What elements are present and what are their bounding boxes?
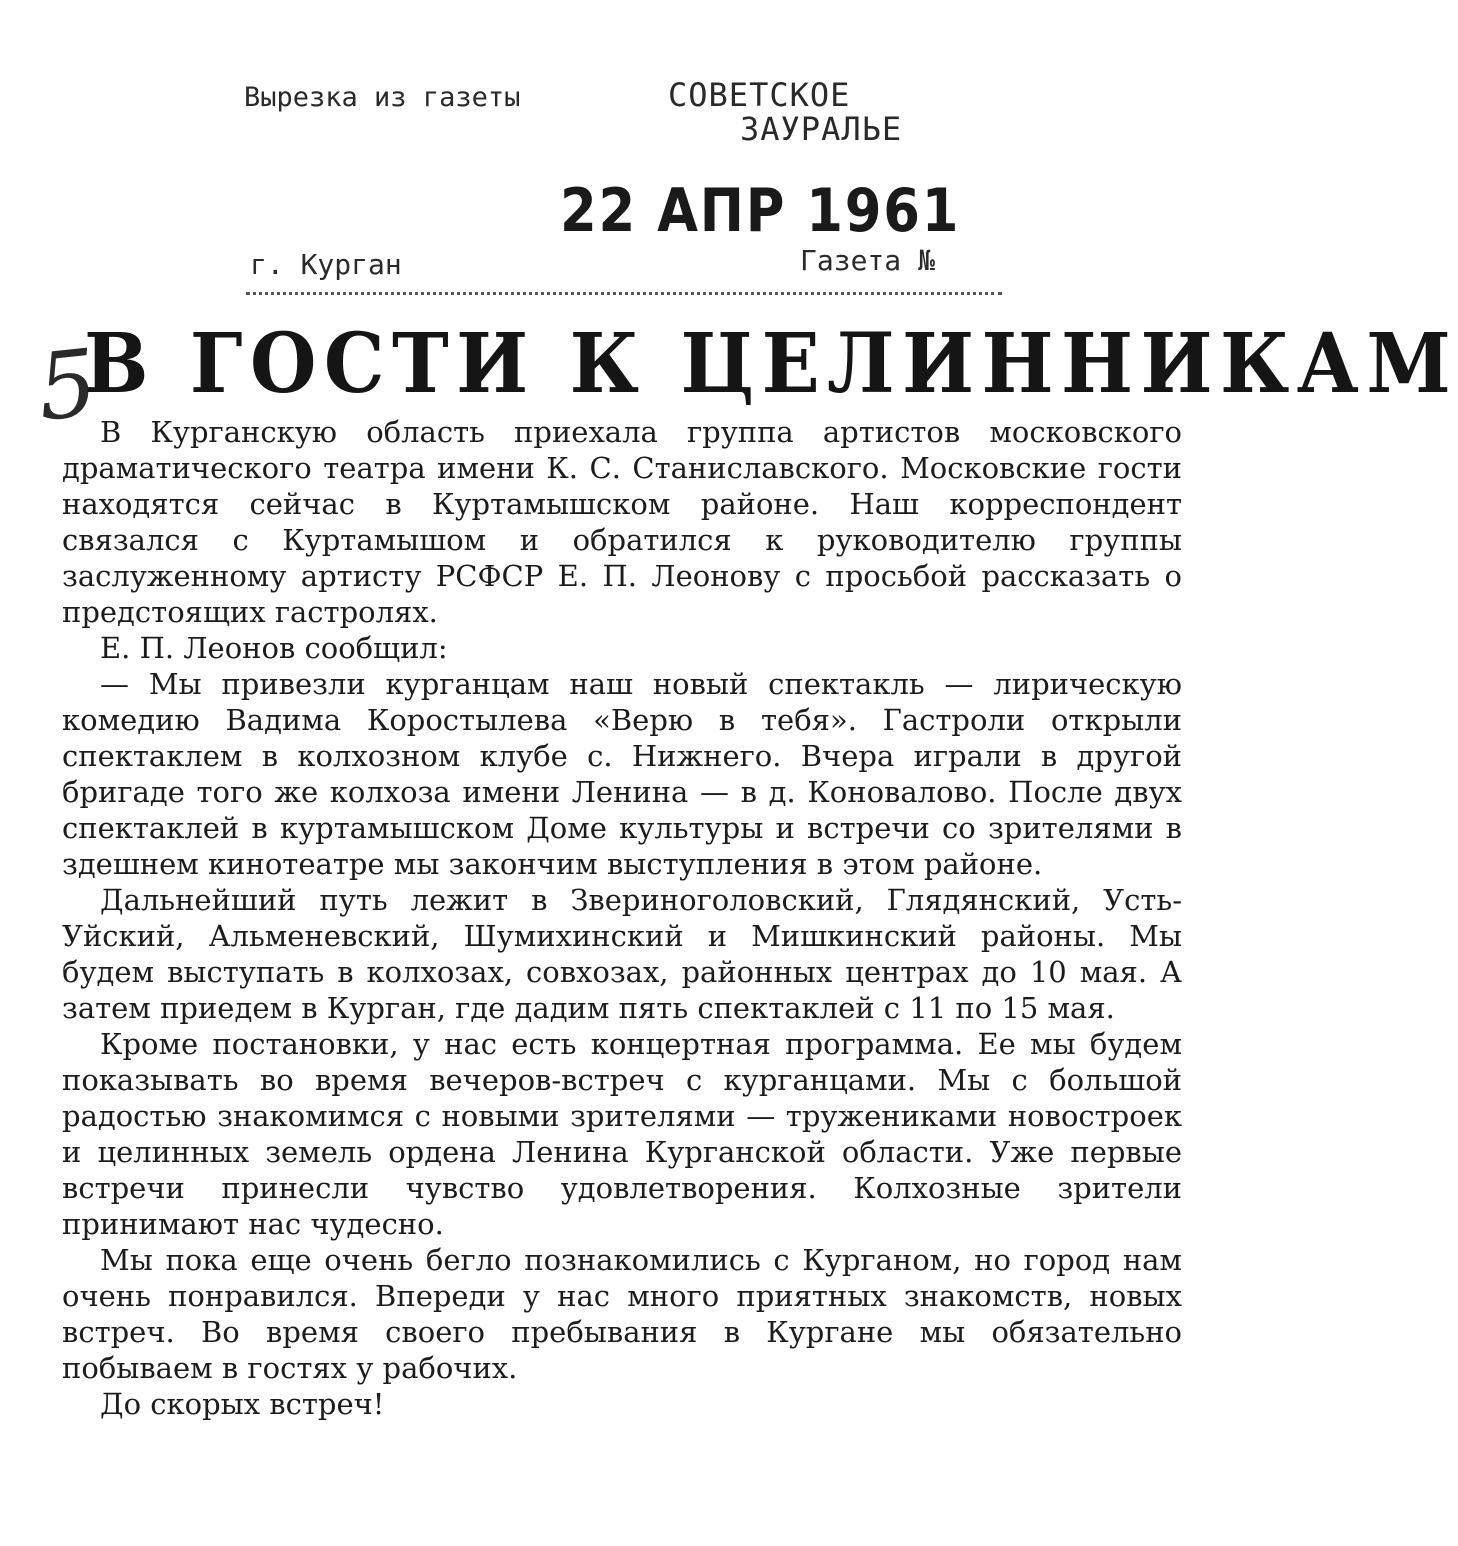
article-paragraph: В Курганскую область приехала группа артистов московского драматического театра имени К. С. Станиславского. Московские гости находятся сейчас в Куртамышском районе. Наш корреспондент связался с Куртамышом и обратился к руководителю группы заслуженному артисту РСФСР Е. П. Леонову с просьбой рассказать о предстоящих гастролях. bbox=[62, 415, 1182, 629]
stamp-issue-label: Газета № bbox=[800, 244, 935, 277]
handwritten-mark: 5 bbox=[32, 329, 102, 442]
stamp-date: 22 АПР 1961 bbox=[560, 176, 961, 246]
article-paragraph: Дальнейший путь лежит в Звериноголовский, Глядянский, Усть-Уйский, Альменевский, Шумихинский и Мишкинский районы. Мы будем выступать в колхозах, совхозах, районных центрах до 10 мая. А затем приедем в Курган, где дадим пять спектаклей с 11 по 15 мая. bbox=[62, 883, 1182, 1025]
newspaper-name-line1: СОВЕТСКОЕ bbox=[668, 76, 851, 114]
article-paragraph: Кроме постановки, у нас есть концертная программа. Ее мы будем показывать во время вечеров-встреч с курганцами. Мы с большой радостью знакомимся с новыми зрителями — тружениками новостроек и целинных земель ордена Ленина Курганской области. Уже первые встречи принесли чувство удовлетворения. Колхозные зрители принимают нас чудесно. bbox=[62, 1027, 1182, 1241]
newspaper-name-line2: ЗАУРАЛЬЕ bbox=[740, 110, 903, 148]
stamp-city: г. Курган bbox=[250, 248, 402, 281]
article-paragraph: — Мы привезли курганцам наш новый спектакль — лирическую комедию Вадима Коростылева «Верю в тебя». Гастроли открыли спектаклем в колхозном клубе с. Нижнего. Вчера играли в другой бригаде того же колхоза имени Ленина — в д. Коновалово. После двух спектаклей в куртамышском Доме культуры и встречи со зрителями в здешнем кинотеатре мы закончим выступления в этом районе. bbox=[62, 667, 1182, 881]
article-paragraph: Мы пока еще очень бегло познакомились с Курганом, но город нам очень понравился. Впереди у нас много приятных знакомств, новых встреч. Во время своего пребывания в Кургане мы обязательно побываем в гостях у рабочих. bbox=[62, 1243, 1182, 1385]
clipping-stamp-label: Вырезка из газеты bbox=[244, 82, 521, 113]
article-paragraph: Е. П. Леонов сообщил: bbox=[100, 631, 448, 665]
article-headline: В ГОСТИ К ЦЕЛИННИКАМ bbox=[84, 316, 1458, 412]
stamp-divider bbox=[246, 292, 1002, 295]
article-paragraph: До скорых встреч! bbox=[100, 1387, 385, 1421]
article-body bbox=[62, 414, 1182, 1422]
